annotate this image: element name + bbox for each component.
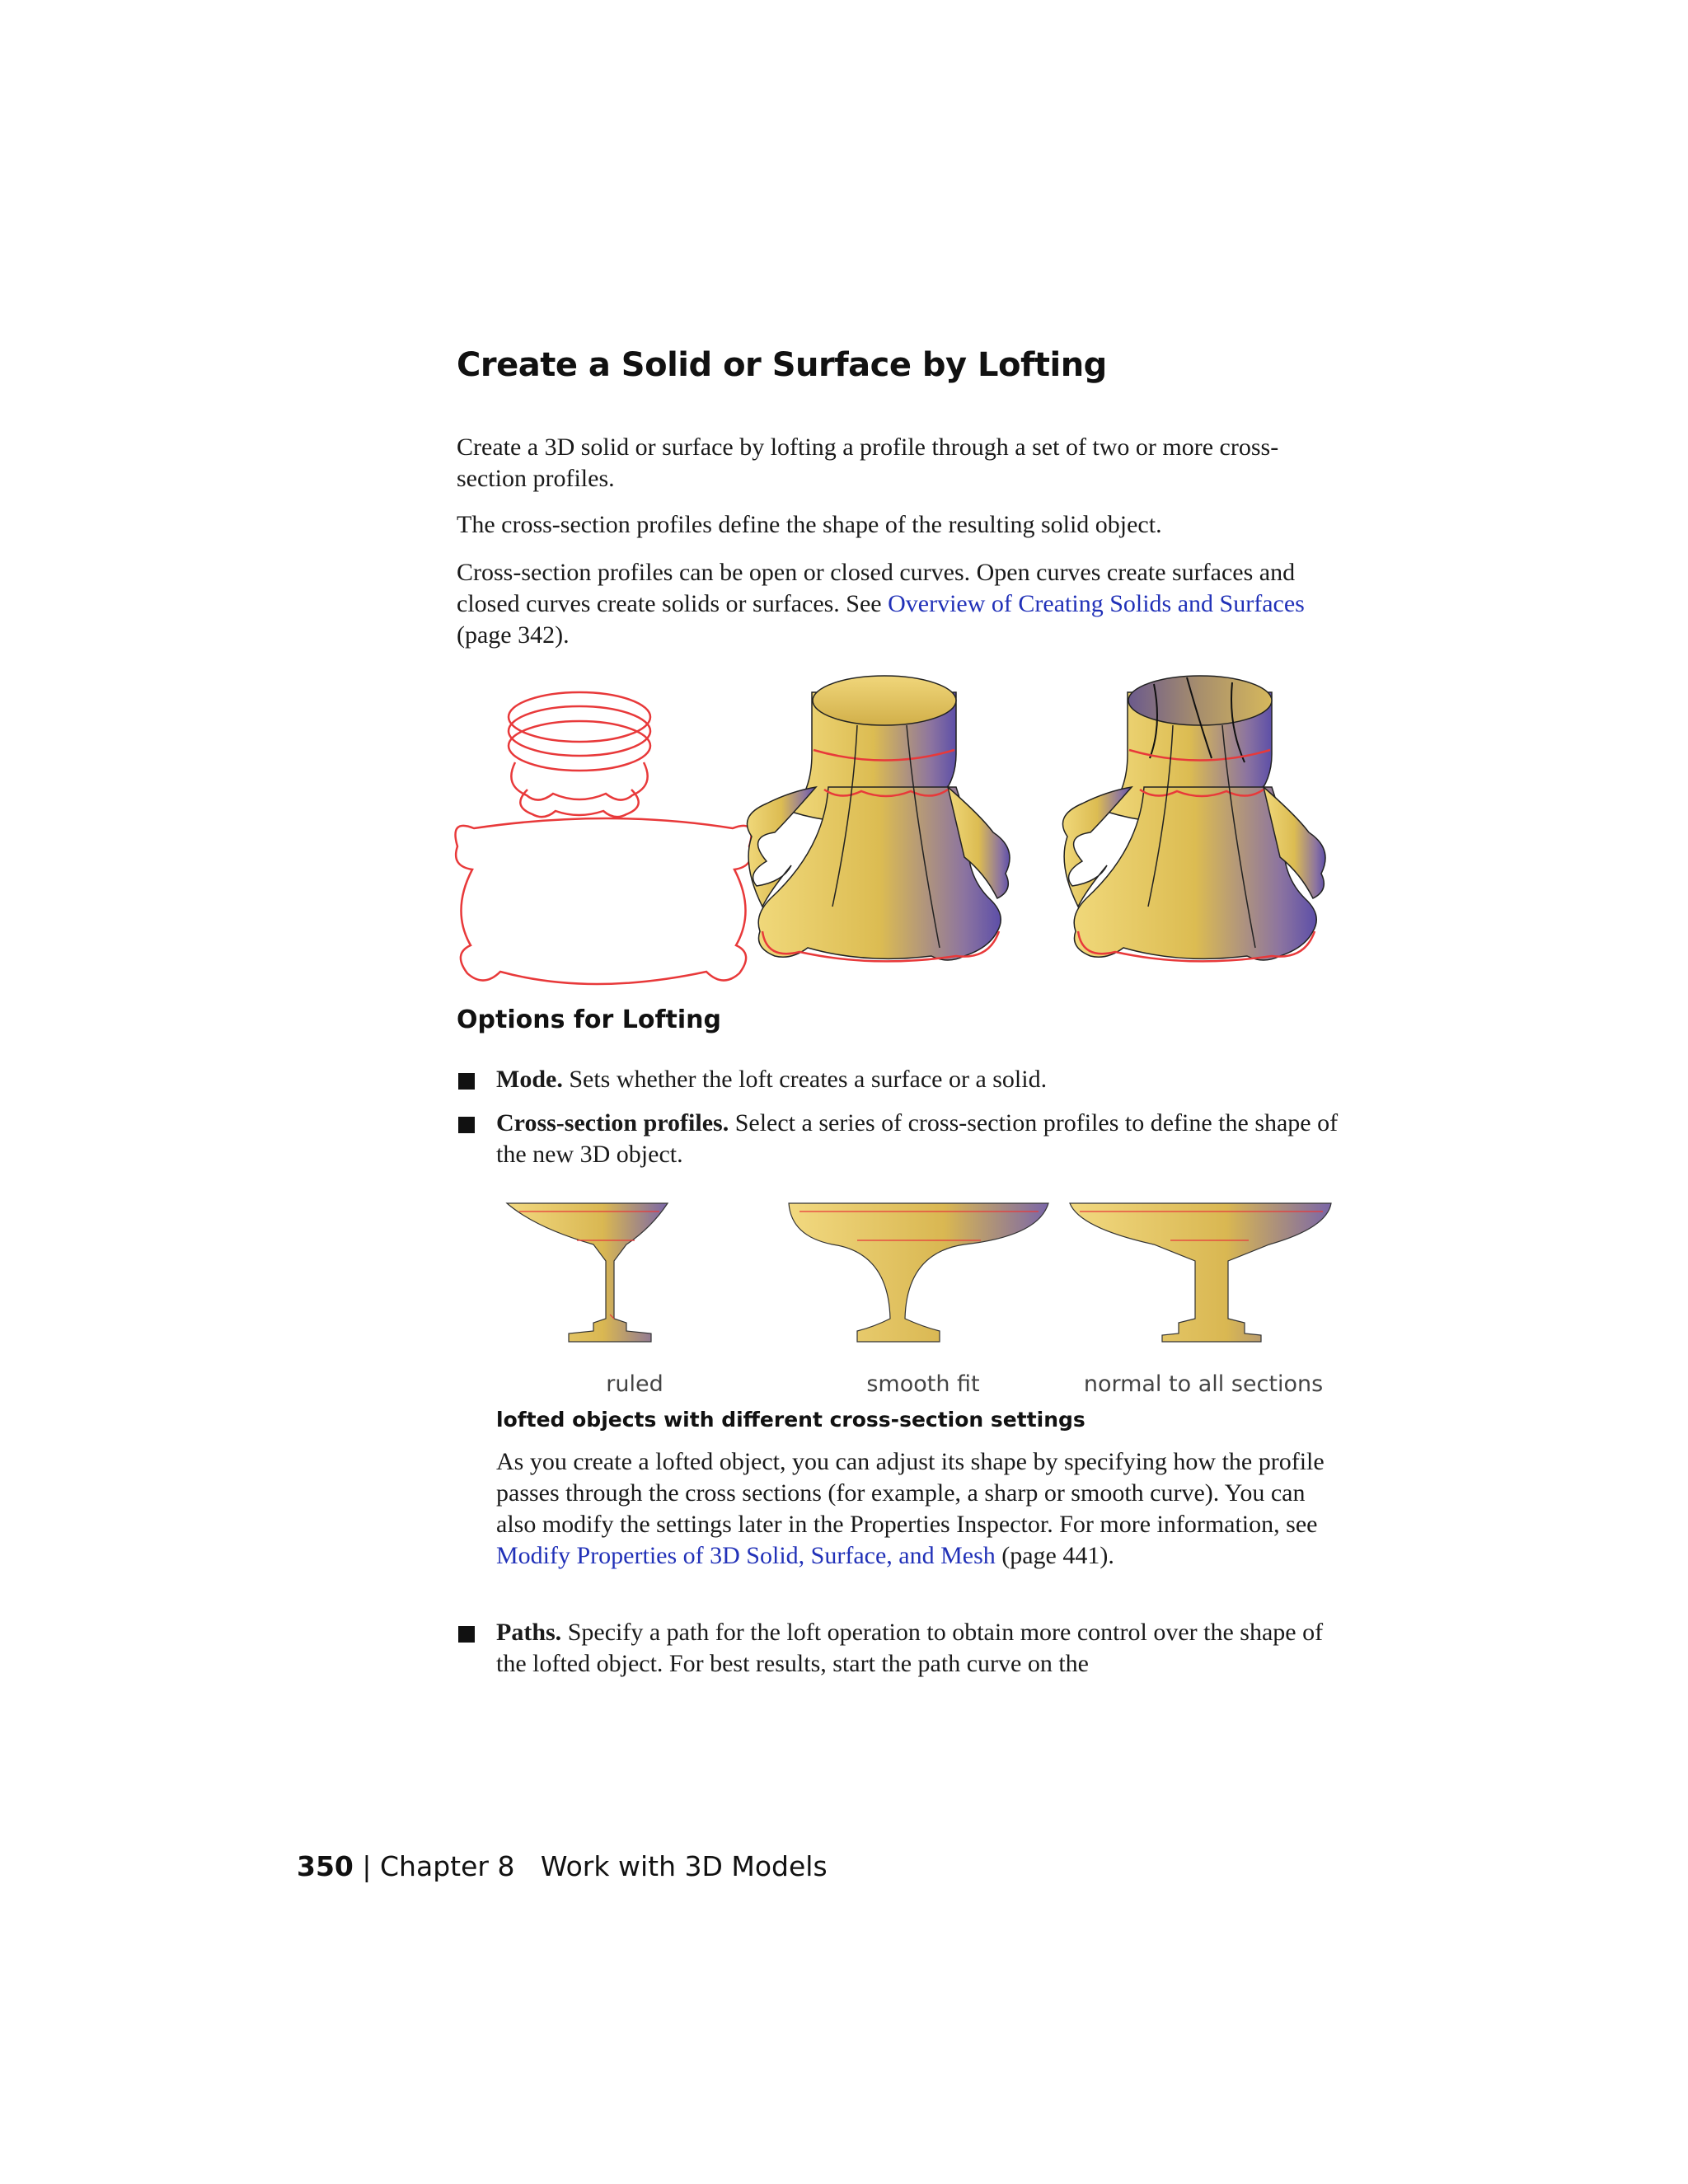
- page-title: Create a Solid or Surface by Lofting: [457, 346, 1107, 384]
- bullet-paths: [496, 1617, 1348, 1680]
- page-footer: [297, 1850, 828, 1882]
- bullet-paths-term: Paths.: [496, 1619, 562, 1646]
- bullet-cross-text: Select a series of cross-section profiles to define the shape of the new 3D object.: [496, 1109, 1339, 1168]
- para3-text-before: Cross-section profiles can be open or closed curves. Open curves create surfaces and closed curves create solids or surfaces. See: [457, 559, 1296, 617]
- vase-smooth: [789, 1203, 1048, 1342]
- bullet-mode-term: Mode.: [496, 1066, 563, 1093]
- figure-label-smooth: smooth fit: [866, 1371, 980, 1397]
- page-number: 350: [297, 1850, 354, 1882]
- intro-paragraph-1: Create a 3D solid or surface by lofting a profile through a set of two or more cross-section profiles.: [457, 434, 1279, 492]
- figure-caption: lofted objects with different cross-section settings: [496, 1408, 1085, 1432]
- overview-link[interactable]: Overview of Creating Solids and Surfaces: [888, 590, 1305, 617]
- footer-separator: |: [362, 1850, 372, 1882]
- cross-body-text-before: As you create a lofted object, you can adjust its shape by specifying how the profile passes through the cross sections (for example, a sharp or smooth curve). You can also modify the settings later in the Properties Inspector. For more information, see: [496, 1448, 1325, 1538]
- bullet-paths-mark: [458, 1626, 475, 1643]
- bullet-mode-text: Sets whether the loft creates a surface or a solid.: [562, 1066, 1048, 1093]
- vase-ruled: [507, 1203, 668, 1342]
- footer-chapter-title: Work with 3D Models: [540, 1850, 828, 1882]
- bullet-cross-term: Cross-section profiles.: [496, 1109, 729, 1137]
- cross-body-text-after: (page 441).: [995, 1542, 1114, 1569]
- figure-label-ruled: ruled: [606, 1371, 663, 1397]
- intro-paragraph-2: The cross-section profiles define the shape of the resulting solid object.: [457, 511, 1162, 538]
- bullet-paths-text: Specify a path for the loft operation to obtain more control over the shape of the lofted object. For best results, start the path curve on the: [496, 1619, 1324, 1677]
- options-heading: Options for Lofting: [457, 1005, 722, 1034]
- vase-normal: [1070, 1203, 1331, 1342]
- modify-properties-link[interactable]: Modify Properties of 3D Solid, Surface, and Mesh: [496, 1542, 996, 1569]
- cross-section-body: [496, 1446, 1348, 1572]
- figure-label-normal: normal to all sections: [1083, 1371, 1324, 1397]
- footer-chapter: Chapter 8: [380, 1850, 515, 1882]
- para3-text-after: (page 342).: [457, 621, 570, 649]
